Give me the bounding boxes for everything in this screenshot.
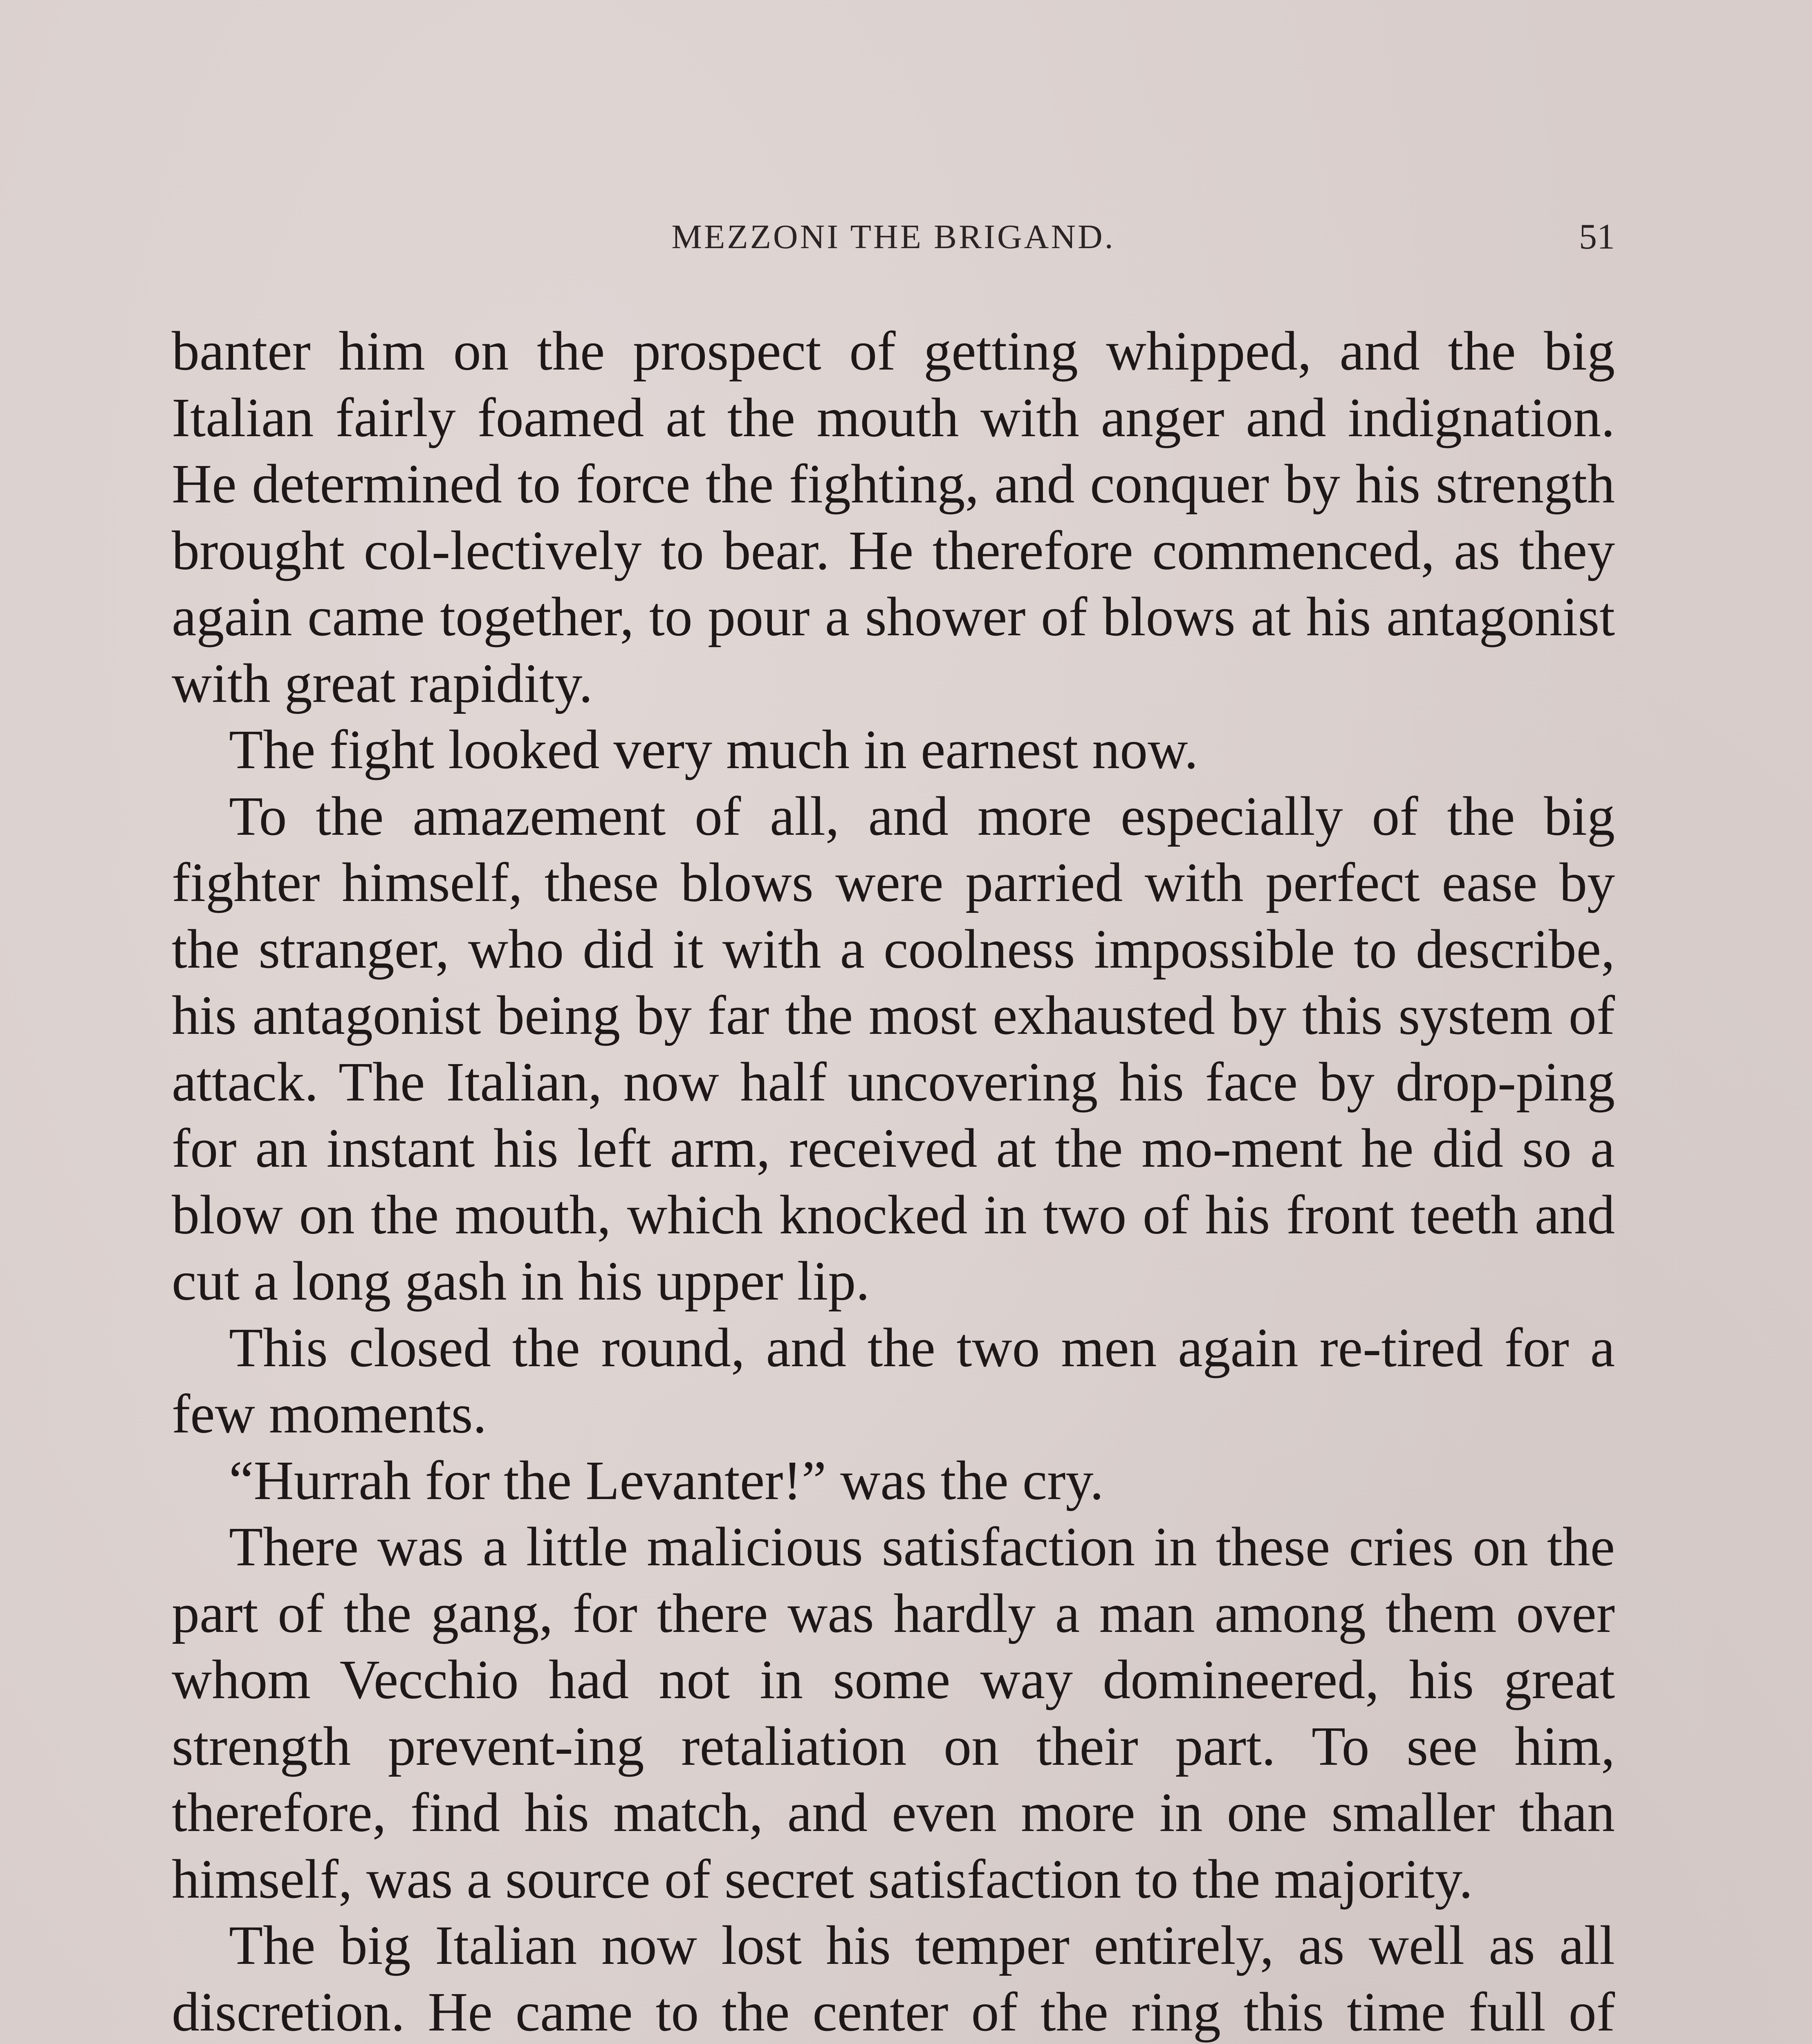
page-number: 51 — [1579, 217, 1615, 257]
running-head — [172, 215, 1615, 260]
paragraph-continuation: banter him on the prospect of getting whipped, and the big Italian fairly foamed at the mouth with anger and indignation. He determined to force the fighting, and conquer by his strength brought col-lectively to bear. He therefore commenced, as they again came together, to pour a shower of blows at his antagonist with great rapidity. — [172, 320, 1615, 714]
running-title: MEZZONI THE BRIGAND. — [671, 218, 1115, 256]
paragraph: To the amazement of all, and more especially of the big fighter himself, these blows were parried with perfect ease by the stranger, who did it with a coolness impossible to describe, his antagonist being by far the most exhausted by this system of attack. The Italian, now half uncovering his face by drop-ping for an instant his left arm, received at the mo-ment he did so a blow on the mouth, which knocked in two of his front teeth and cut a long gash in his upper lip. — [172, 785, 1615, 1312]
paragraph: This closed the round, and the two men again re-tired for a few moments. — [172, 1317, 1615, 1445]
paragraph: The fight looked very much in earnest now. — [229, 719, 1198, 780]
paragraph: There was a little malicious satisfaction in these cries on the part of the gang, for there was hardly a man among them over whom Vecchio had not in some way domineered, his great strength prevent-ing retaliation on their part. To see him, therefore, find his match, and even more in one smaller than himself, was a source of secret satisfaction to the majority. — [172, 1516, 1615, 1910]
body-text — [172, 318, 1615, 2044]
paragraph: “Hurrah for the Levanter!” was the cry. — [229, 1450, 1104, 1511]
paragraph: The big Italian now lost his temper entirely, as well as all discretion. He came to the center of the ring this time full of — [172, 1915, 1615, 2043]
